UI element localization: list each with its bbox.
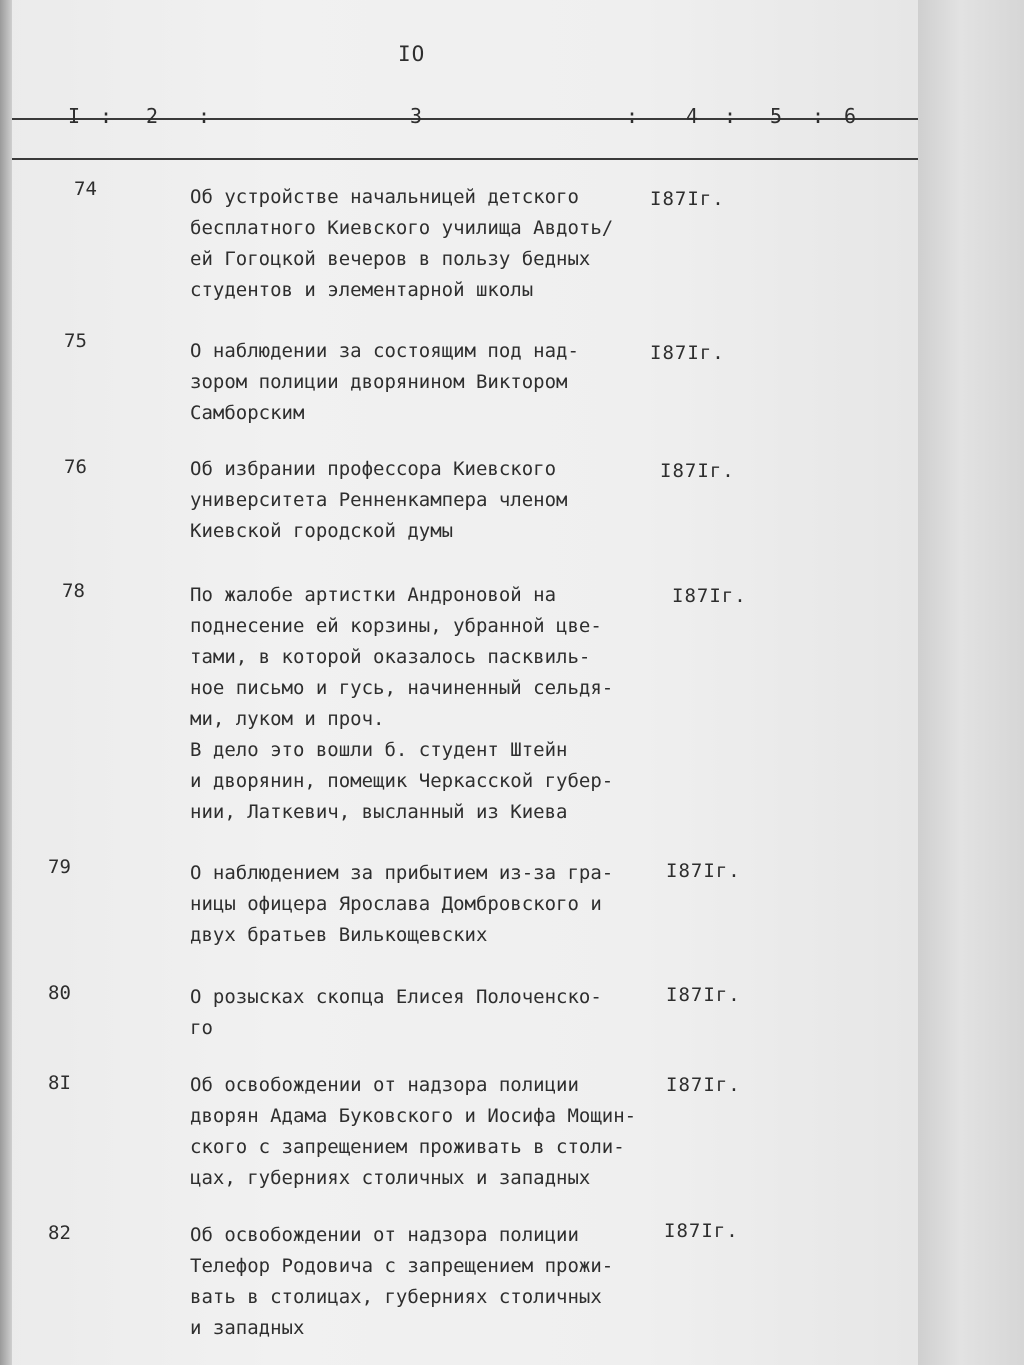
entry-year: I87Iг. <box>666 860 741 882</box>
column-number-6: 6 <box>844 104 857 128</box>
background-surface <box>918 0 1024 1365</box>
column-number-3: 3 <box>410 104 423 128</box>
entry-year: I87Iг. <box>666 1074 741 1096</box>
column-separator: : <box>198 104 211 128</box>
column-number-4: 4 <box>686 104 699 128</box>
entry-number: 8I <box>48 1072 71 1094</box>
entry-number: 82 <box>48 1222 71 1244</box>
column-separator: : <box>724 104 737 128</box>
entry-description: О наблюдении за состоящим под над- зором полиции дворянином Виктором Самборским <box>190 340 579 424</box>
header-bottom-rule <box>12 158 918 160</box>
column-number-2: 2 <box>146 104 159 128</box>
entry-description: По жалобе артистки Андроновой на поднесение ей корзины, убранной цве- тами, в которой оказалось пасквиль- ное письмо и гусь, начиненный сельдя- ми, луком и проч. <box>190 584 614 730</box>
adjacent-page-edge <box>0 0 12 1365</box>
entry-number: 74 <box>74 178 97 200</box>
entry-description: Об освобождении от надзора полиции дворян Адама Буковского и Иосифа Мощин- ского с запрещением проживать в столи- цах, губерниях столичных и западных <box>190 1074 637 1189</box>
entry-number: 76 <box>64 456 87 478</box>
column-number-5: 5 <box>770 104 783 128</box>
entry-description: Об устройстве начальницей детского бесплатного Киевского училища Авдоть/ ей Гогоцкой вечеров в пользу бедных студентов и элементарной школы <box>190 186 614 301</box>
entry-description: О наблюдением за прибытием из-за гра- ницы офицера Ярослава Домбровского и двух братьев Вилькощевских <box>190 862 614 946</box>
column-separator: : <box>812 104 825 128</box>
entry-number: 80 <box>48 982 71 1004</box>
entry-number: 75 <box>64 330 87 352</box>
entry-description: Об избрании профессора Киевского университета Ренненкампера членом Киевской городской думы <box>190 458 568 542</box>
entry-number: 79 <box>48 856 71 878</box>
entry-year: I87Iг. <box>660 460 735 482</box>
entry-description: Об освобождении от надзора полиции Телефор Родовича с запрещением прожи- вать в столицах, губерниях столичных и западных <box>190 1224 614 1339</box>
entry-year: I87Iг. <box>672 585 747 607</box>
entry-year: I87Iг. <box>650 342 725 364</box>
entry-description: О розысках скопца Елисея Полоченско- го <box>190 986 602 1039</box>
column-number-1: I <box>68 104 81 128</box>
column-separator: : <box>626 104 639 128</box>
entry-year: I87Iг. <box>666 984 741 1006</box>
entry-number: 78 <box>62 580 85 602</box>
page-number: IO <box>398 42 426 66</box>
entry-year: I87Iг. <box>664 1220 739 1242</box>
entry-note: В дело это вошли б. студент Штейн и дворянин, помещик Черкасской губер- нии, Латкевич, высланный из Киева <box>190 739 614 823</box>
column-separator: : <box>100 104 113 128</box>
entry-year: I87Iг. <box>650 188 725 210</box>
